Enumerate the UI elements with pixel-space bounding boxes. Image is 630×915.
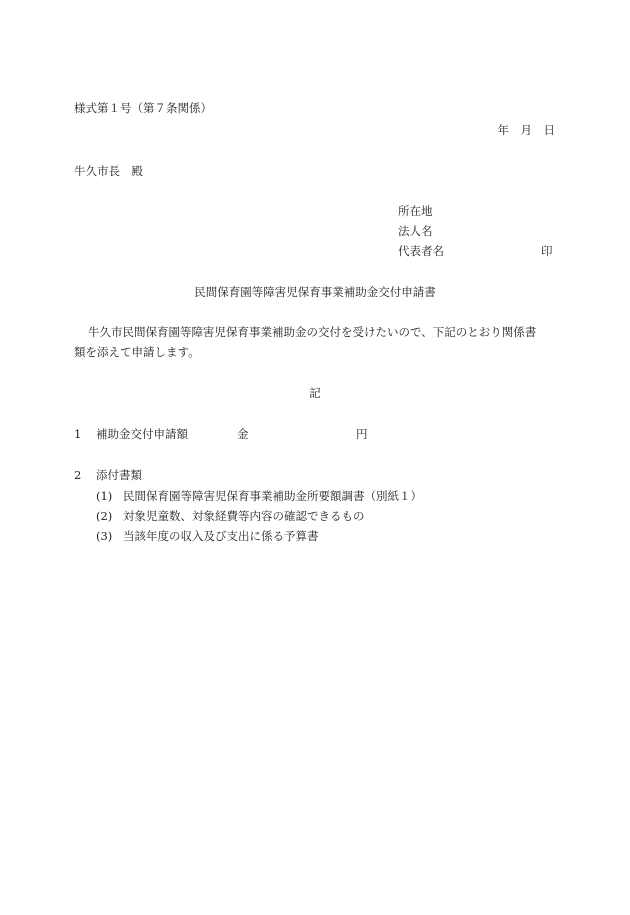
sub-item-1-mark: (1) xyxy=(96,489,113,503)
sub-item-3-mark: (3) xyxy=(96,529,113,543)
item-1-number: 1 xyxy=(74,427,82,441)
form-number: 様式第１号（第７条関係） xyxy=(74,101,212,115)
representative-label: 代表者名 xyxy=(398,244,444,258)
document-title: 民間保育園等障害児保育事業補助金交付申請書 xyxy=(194,285,436,299)
item-1-kin: 金 xyxy=(237,427,249,441)
ki-heading: 記 xyxy=(309,386,321,400)
date-line: 年 月 日 xyxy=(497,123,555,137)
seal-mark: 印 xyxy=(541,244,553,258)
item-1-yen: 円 xyxy=(356,427,368,441)
body-text-line-2: 類を添えて申請します。 xyxy=(74,345,200,359)
location-label: 所在地 xyxy=(398,204,433,218)
sub-item-2-text: 対象児童数、対象経費等内容の確認できるもの xyxy=(123,509,365,523)
item-1-label: 補助金交付申請額 xyxy=(96,427,188,441)
body-text-line-1: 牛久市民間保育園等障害児保育事業補助金の交付を受けたいので、下記のとおり関係書 xyxy=(88,325,537,339)
sub-item-3-text: 当該年度の収入及び支出に係る予算書 xyxy=(123,529,319,543)
sub-item-1-text: 民間保育園等障害児保育事業補助金所要額調書（別紙１） xyxy=(123,489,422,503)
corp-name-label: 法人名 xyxy=(398,224,433,238)
item-2-label: 添付書類 xyxy=(96,468,142,482)
item-2-number: 2 xyxy=(74,468,82,482)
addressee: 牛久市長 殿 xyxy=(74,164,143,178)
sub-item-2-mark: (2) xyxy=(96,509,113,523)
